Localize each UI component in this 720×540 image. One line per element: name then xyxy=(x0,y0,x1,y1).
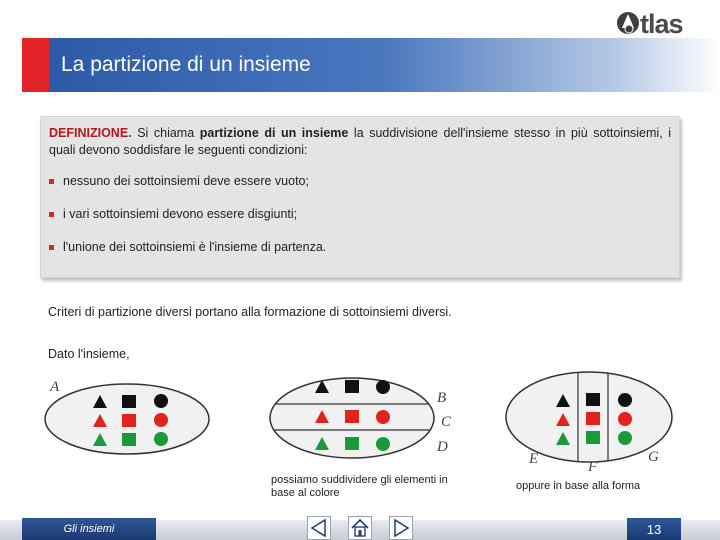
black-square-icon xyxy=(122,395,136,408)
subset-label-d: D xyxy=(437,439,448,455)
bullet-icon xyxy=(49,179,54,184)
red-square-icon xyxy=(122,414,136,427)
condition-item: nessuno dei sottoinsiemi deve essere vuoto; xyxy=(49,173,671,190)
definition-text-before: Si chiama xyxy=(131,126,200,140)
green-circle-icon xyxy=(376,437,390,451)
prev-button[interactable] xyxy=(307,516,331,540)
section-tab[interactable]: Gli insiemi xyxy=(22,518,156,540)
caption-by-color: possiamo suddividere gli elementi in base al colore xyxy=(271,474,448,499)
bullet-icon xyxy=(49,245,54,250)
black-square-icon xyxy=(345,380,359,393)
definition-label: DEFINIZIONE. xyxy=(49,126,132,140)
green-circle-icon xyxy=(618,431,632,445)
condition-item: i vari sottoinsiemi devono essere disgiunti; xyxy=(49,206,671,223)
definition-text-after: la suddivisione dell'insieme stesso in più sottoinsiemi, i quali devono soddisfare le seguenti condizioni: xyxy=(49,126,671,157)
footer xyxy=(0,514,720,540)
red-circle-icon xyxy=(376,410,390,424)
prev-icon xyxy=(308,517,330,539)
green-square-icon xyxy=(345,437,359,450)
next-icon xyxy=(390,517,412,539)
red-square-icon xyxy=(345,410,359,423)
definition-term: partizione di un insieme xyxy=(199,126,349,140)
black-square-icon xyxy=(586,393,600,406)
caption-by-shape: oppure in base alla forma xyxy=(516,480,641,492)
subset-label-f: F xyxy=(588,459,598,475)
subset-label-g: G xyxy=(648,449,659,465)
partition-diagram xyxy=(0,370,720,480)
definition-text xyxy=(49,125,671,159)
green-square-icon xyxy=(122,433,136,446)
paragraph-criteria: Criteri di partizione diversi portano alla formazione di sottoinsiemi diversi. xyxy=(48,305,452,319)
title-bar xyxy=(22,38,720,92)
conditions-list xyxy=(49,173,671,256)
green-square-icon xyxy=(586,431,600,444)
page-title: La partizione di un insieme xyxy=(49,38,720,92)
home-button[interactable] xyxy=(348,516,372,540)
black-circle-icon xyxy=(154,394,168,408)
next-button[interactable] xyxy=(389,516,413,540)
subset-label-b: B xyxy=(437,390,447,406)
subset-label-c: C xyxy=(441,414,452,430)
red-square-icon xyxy=(586,412,600,425)
page-number: 13 xyxy=(627,518,681,540)
svg-text:tlas: tlas xyxy=(640,9,683,38)
bullet-icon xyxy=(49,212,54,217)
definition-box xyxy=(40,116,680,278)
atlas-logo xyxy=(614,4,700,38)
red-circle-icon xyxy=(154,413,168,427)
paragraph-given-set: Dato l'insieme, xyxy=(48,347,130,361)
home-icon xyxy=(349,517,371,539)
black-circle-icon xyxy=(376,380,390,394)
green-circle-icon xyxy=(154,432,168,446)
red-circle-icon xyxy=(618,412,632,426)
black-circle-icon xyxy=(618,393,632,407)
condition-item: l'unione dei sottoinsiemi è l'insieme di partenza. xyxy=(49,239,671,256)
subset-label-e: E xyxy=(529,451,539,467)
set-label-a: A xyxy=(50,379,60,395)
title-accent xyxy=(22,38,49,92)
